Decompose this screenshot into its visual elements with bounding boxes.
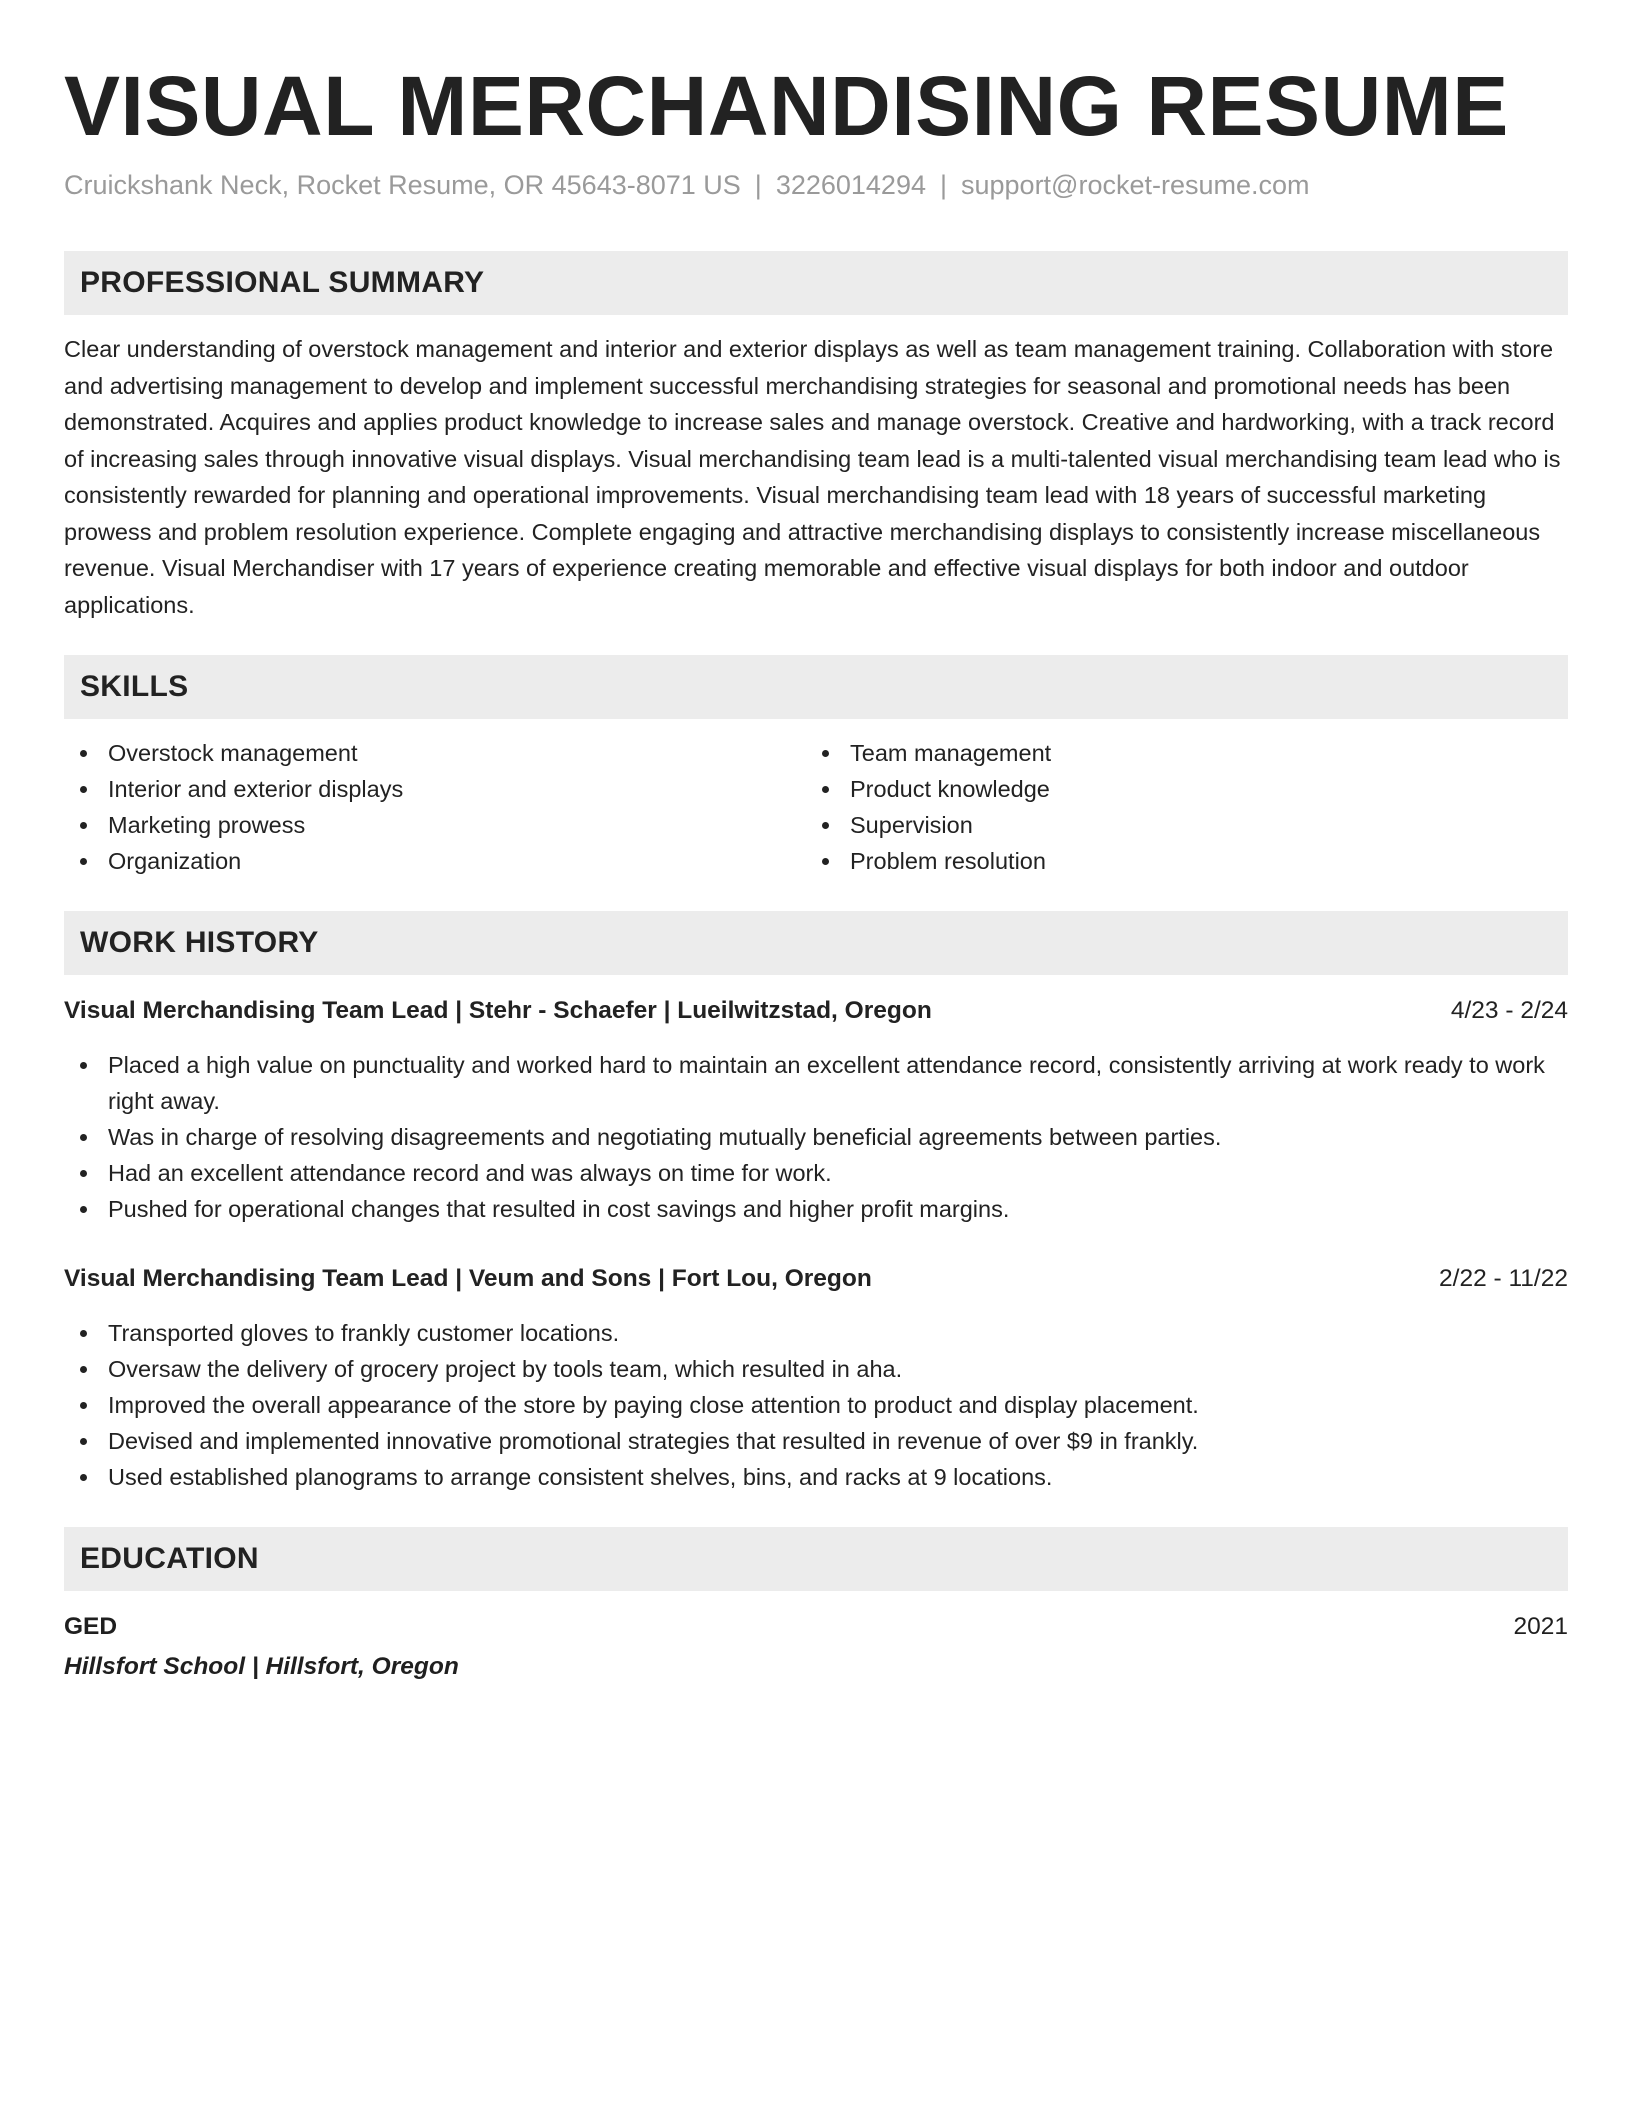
skill-item: Problem resolution [806, 843, 1548, 879]
job-bullet: Transported gloves to frankly customer locations. [64, 1315, 1568, 1351]
education-year: 2021 [1513, 1613, 1568, 1640]
job-dates: 4/23 - 2/24 [1450, 997, 1568, 1024]
skills-list [64, 735, 1568, 879]
skill-item: Product knowledge [806, 771, 1548, 807]
section-header-work-history: WORK HISTORY [64, 911, 1568, 975]
job-bullet: Had an excellent attendance record and was always on time for work. [64, 1155, 1568, 1191]
contact-email: support@rocket-resume.com [961, 170, 1310, 200]
skill-item: Overstock management [64, 735, 806, 771]
skill-item: Team management [806, 735, 1548, 771]
job-bullet: Improved the overall appearance of the store by paying close attention to product and display placement. [64, 1387, 1568, 1423]
skills-column-left [64, 735, 806, 879]
education-school: Hillsfort School | Hillsfort, Oregon [64, 1653, 459, 1680]
job-header [64, 1261, 1568, 1297]
job-bullet: Placed a high value on punctuality and worked hard to maintain an excellent attendance record, consistently arriving at work ready to work right away. [64, 1047, 1568, 1119]
section-header-education: EDUCATION [64, 1527, 1568, 1591]
education-degree: GED [64, 1613, 118, 1640]
summary-text: Clear understanding of overstock management and interior and exterior displays as well as team management training. Collaboration with store and advertising management to develop and implement successful merchandising strategies for seasonal and promotional needs has been demonstrated. Acquires and applies product knowledge to increase sales and manage overstock. Creative and hardworking, with a track record of increasing sales through innovative visual displays. Visual merchandising team lead is a multi-talented visual merchandising team lead who is consistently rewarded for planning and operational improvements. Visual merchandising team lead with 18 years of successful marketing prowess and problem resolution experience. Complete engaging and attractive merchandising displays to consistently increase miscellaneous revenue. Visual Merchandiser with 17 years of experience creating memorable and effective visual displays for both indoor and outdoor applications. [64, 336, 1561, 618]
section-header-skills: SKILLS [64, 655, 1568, 719]
section-header-summary: PROFESSIONAL SUMMARY [64, 251, 1568, 315]
job-dates: 2/22 - 11/22 [1439, 1265, 1568, 1292]
job-bullets [64, 1315, 1568, 1495]
resume-title: VISUAL MERCHANDISING RESUME [64, 59, 1509, 153]
job-header [64, 993, 1568, 1029]
contact-separator: | [939, 170, 947, 200]
skills-column-right [806, 735, 1548, 879]
job-entry [64, 993, 1568, 1227]
job-bullet: Was in charge of resolving disagreements and negotiating mutually beneficial agreements between parties. [64, 1119, 1568, 1155]
job-entry [64, 1261, 1568, 1495]
skill-item: Organization [64, 843, 806, 879]
skill-item: Supervision [806, 807, 1548, 843]
contact-separator: | [754, 170, 762, 200]
skill-item: Marketing prowess [64, 807, 806, 843]
contact-address: Cruickshank Neck, Rocket Resume, OR 45643-8071 US [64, 170, 741, 200]
job-bullets [64, 1047, 1568, 1227]
job-bullet: Pushed for operational changes that resulted in cost savings and higher profit margins. [64, 1191, 1568, 1227]
job-title: Visual Merchandising Team Lead | Veum and Sons | Fort Lou, Oregon [64, 1265, 872, 1292]
education-row [64, 1609, 1568, 1645]
job-bullet: Devised and implemented innovative promotional strategies that resulted in revenue of over $9 in frankly. [64, 1423, 1568, 1459]
contact-line [64, 170, 1568, 201]
job-bullet: Used established planograms to arrange consistent shelves, bins, and racks at 9 locations. [64, 1459, 1568, 1495]
job-bullet: Oversaw the delivery of grocery project by tools team, which resulted in aha. [64, 1351, 1568, 1387]
job-title: Visual Merchandising Team Lead | Stehr - Schaefer | Lueilwitzstad, Oregon [64, 997, 932, 1024]
skill-item: Interior and exterior displays [64, 771, 806, 807]
contact-phone: 3226014294 [775, 170, 926, 200]
